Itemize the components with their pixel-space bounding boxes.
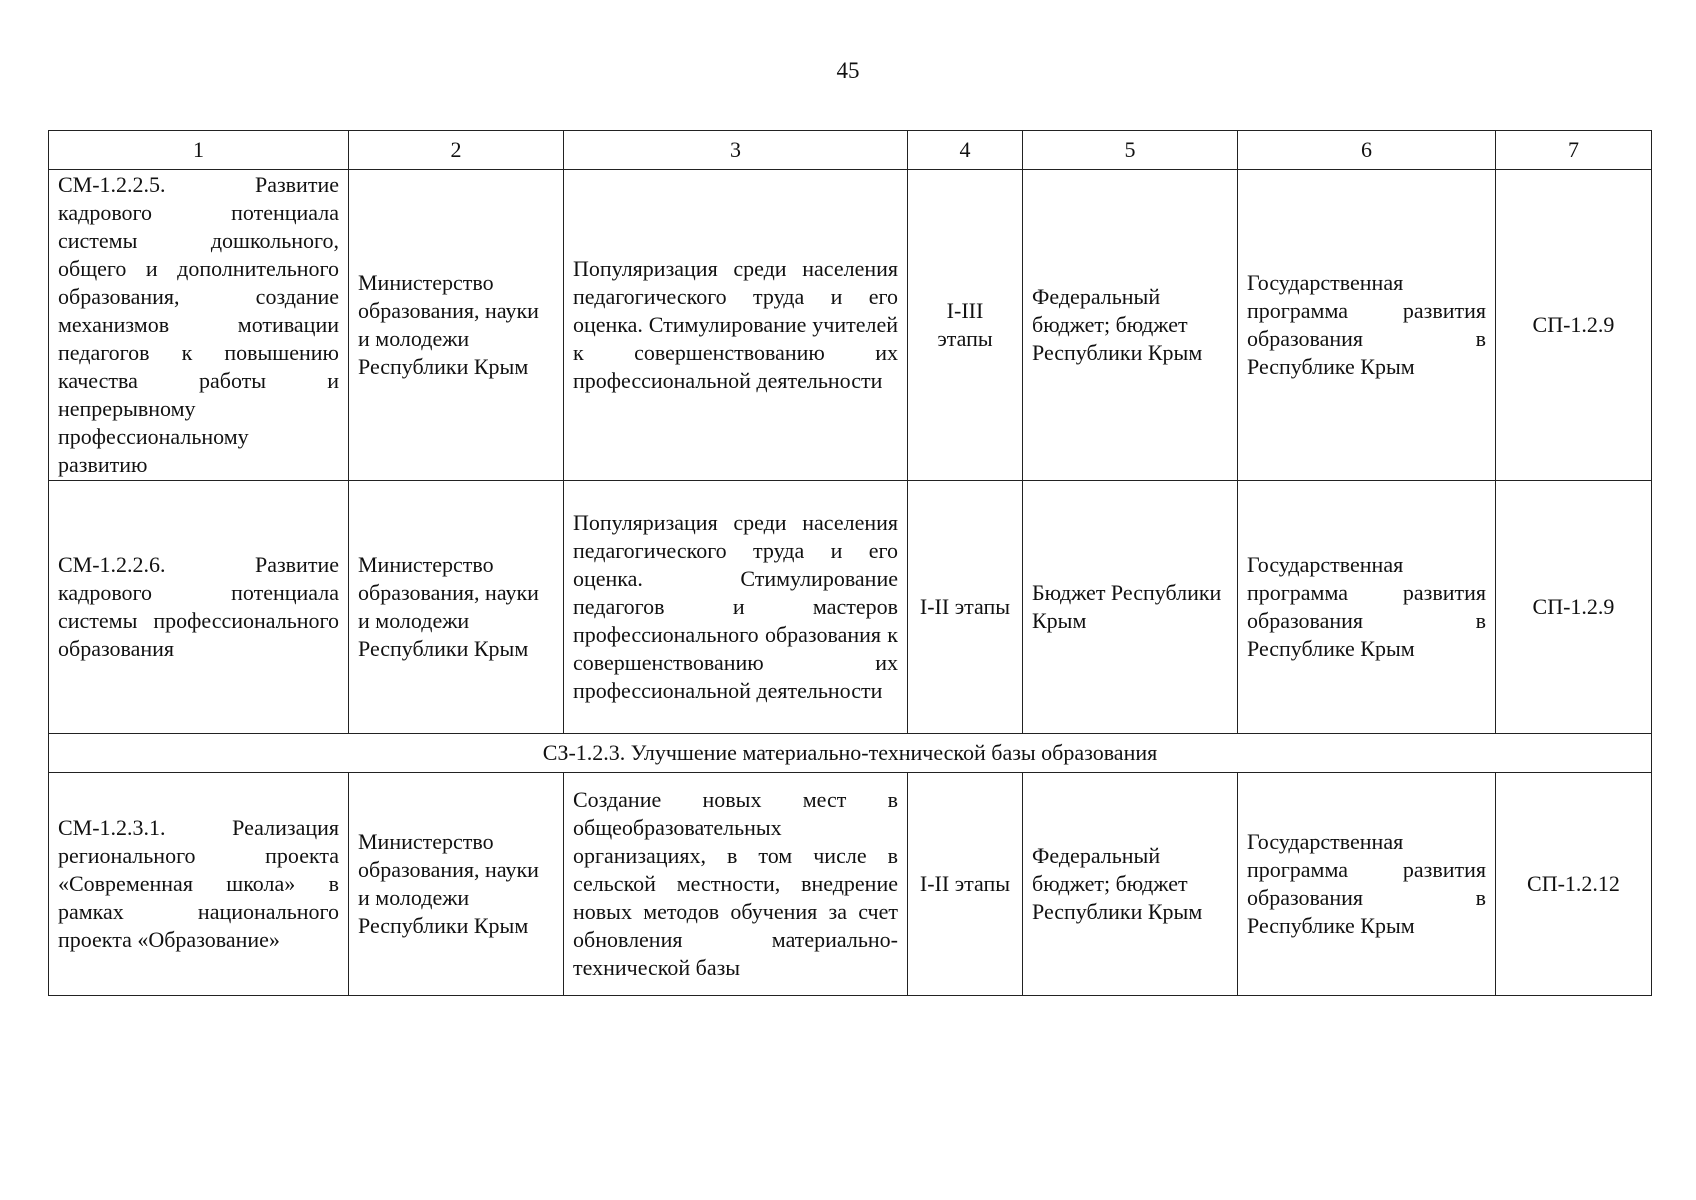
column-header: 2 (349, 131, 564, 170)
column-header: 5 (1023, 131, 1238, 170)
funding-cell: Федеральный бюджет; бюджет Республики Крым (1023, 773, 1238, 996)
stages-cell: I-III этапы (908, 170, 1023, 481)
program-cell: Государственная программа развития образования в Республике Крым (1238, 481, 1496, 734)
stages-cell: I-II этапы (908, 773, 1023, 996)
table-row (49, 773, 1652, 996)
measure-cell: СМ-1.2.2.5. Развитие кадрового потенциала системы дошкольного, общего и дополнительного образования, создание механизмов мотивации педагогов к повышению качества работы и непрерывному профессиональному развитию (49, 170, 349, 481)
table-row (49, 481, 1652, 734)
executor-cell: Министерство образования, науки и молодежи Республики Крым (349, 481, 564, 734)
page-number: 45 (836, 58, 860, 83)
code-cell: СП-1.2.9 (1496, 481, 1652, 734)
program-cell: Государственная программа развития образования в Республике Крым (1238, 773, 1496, 996)
header-row (49, 131, 1652, 170)
column-header: 1 (49, 131, 349, 170)
table-row (49, 170, 1652, 481)
executor-cell: Министерство образования, науки и молодежи Республики Крым (349, 773, 564, 996)
column-header: 6 (1238, 131, 1496, 170)
funding-cell: Бюджет Республики Крым (1023, 481, 1238, 734)
measure-cell: СМ-1.2.3.1. Реализация регионального проекта «Современная школа» в рамках национального проекта «Образование» (49, 773, 349, 996)
content-cell: Создание новых мест в общеобразовательных организациях, в том числе в сельской местности, внедрение новых методов обучения за счет обновления материально-технической базы (564, 773, 908, 996)
column-header: 3 (564, 131, 908, 170)
executor-cell: Министерство образования, науки и молодежи Республики Крым (349, 170, 564, 481)
funding-cell: Федеральный бюджет; бюджет Республики Крым (1023, 170, 1238, 481)
plan-table (48, 130, 1652, 996)
section-heading-row (49, 734, 1652, 773)
section-title: СЗ-1.2.3. Улучшение материально-технической базы образования (49, 734, 1652, 773)
measure-cell: СМ-1.2.2.6. Развитие кадрового потенциала системы профессионального образования (49, 481, 349, 734)
content-cell: Популяризация среди населения педагогического труда и его оценка. Стимулирование учителей к совершенствованию их профессиональной деятельности (564, 170, 908, 481)
stages-cell: I-II этапы (908, 481, 1023, 734)
column-header: 4 (908, 131, 1023, 170)
column-header: 7 (1496, 131, 1652, 170)
content-cell: Популяризация среди населения педагогического труда и его оценка. Стимулирование педагогов и мастеров профессионального образования к совершенствованию их профессиональной деятельности (564, 481, 908, 734)
code-cell: СП-1.2.9 (1496, 170, 1652, 481)
code-cell: СП-1.2.12 (1496, 773, 1652, 996)
program-cell: Государственная программа развития образования в Республике Крым (1238, 170, 1496, 481)
